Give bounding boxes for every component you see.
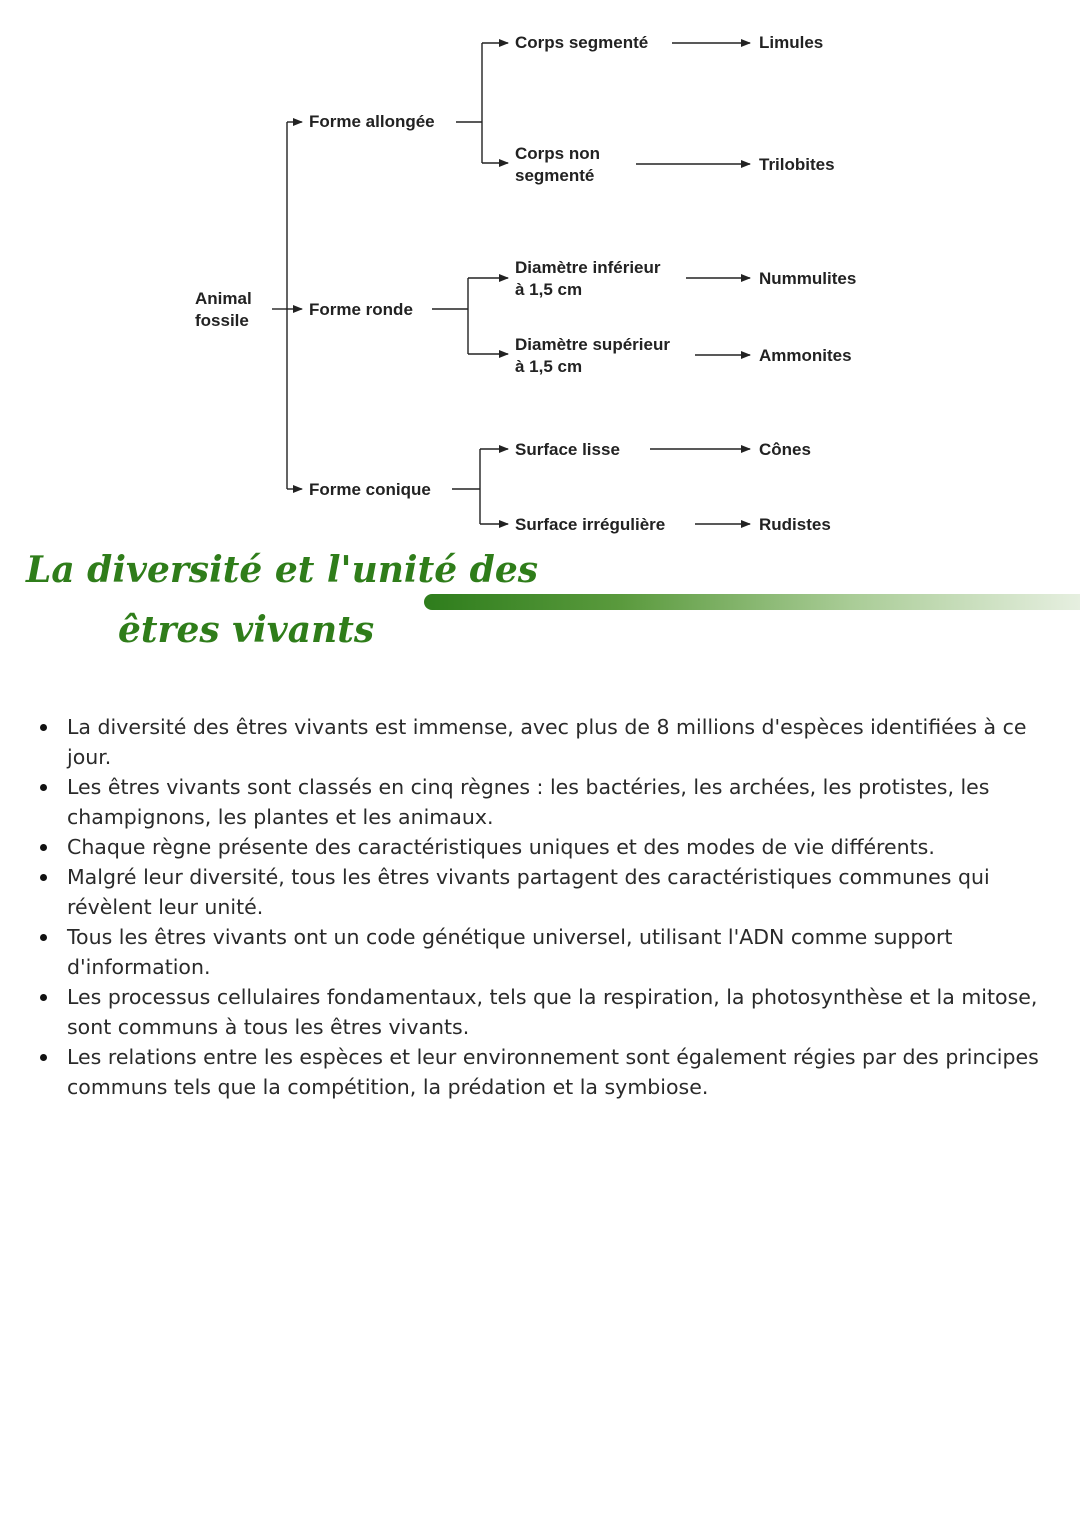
criterion-diametre-superieur: Diamètre supérieur à 1,5 cm [515,335,670,376]
title-gradient-bar [424,594,1080,610]
branch-forme-conique: Forme conique [309,480,431,499]
list-item: Chaque règne présente des caractéristiques uniques et des modes de vie différents. [36,832,1066,862]
branch-forme-ronde: Forme ronde [309,300,413,319]
criterion-corps-non-segmente: Corps non segmenté [515,144,600,185]
criterion-corps-segmente: Corps segmenté [515,33,649,52]
result-limules: Limules [759,33,824,52]
result-trilobites: Trilobites [759,155,835,174]
result-rudistes: Rudistes [759,515,831,534]
list-item: La diversité des êtres vivants est immense, avec plus de 8 millions d'espèces identifiées à ce jour. [36,712,1066,772]
list-item: Tous les êtres vivants ont un code génétique universel, utilisant l'ADN comme support d'information. [36,922,1066,982]
branch-forme-allongee: Forme allongée [309,112,435,131]
criterion-surface-irreguliere: Surface irrégulière [515,515,666,534]
fossil-identification-key [0,0,1080,545]
bullet-list [36,712,1066,1102]
list-item: Les processus cellulaires fondamentaux, tels que la respiration, la photosynthèse et la mitose, sont communs à tous les êtres vivants. [36,982,1066,1042]
criterion-surface-lisse: Surface lisse [515,440,620,459]
criterion-diametre-inferieur: Diamètre inférieur à 1,5 cm [515,258,661,299]
section-title-line-1: La diversité et l'unité des [26,549,539,591]
result-cones: Cônes [759,440,811,459]
section-title-line-2: êtres vivants [118,609,375,651]
result-nummulites: Nummulites [759,269,857,288]
result-ammonites: Ammonites [759,346,852,365]
root-node: Animal fossile [195,289,252,330]
list-item: Les êtres vivants sont classés en cinq règnes : les bactéries, les archées, les protistes, les champignons, les plantes et les animaux. [36,772,1066,832]
list-item: Les relations entre les espèces et leur environnement sont également régies par des principes communs tels que la compétition, la prédation et la symbiose. [36,1042,1066,1102]
list-item: Malgré leur diversité, tous les êtres vivants partagent des caractéristiques communes qui révèlent leur unité. [36,862,1066,922]
